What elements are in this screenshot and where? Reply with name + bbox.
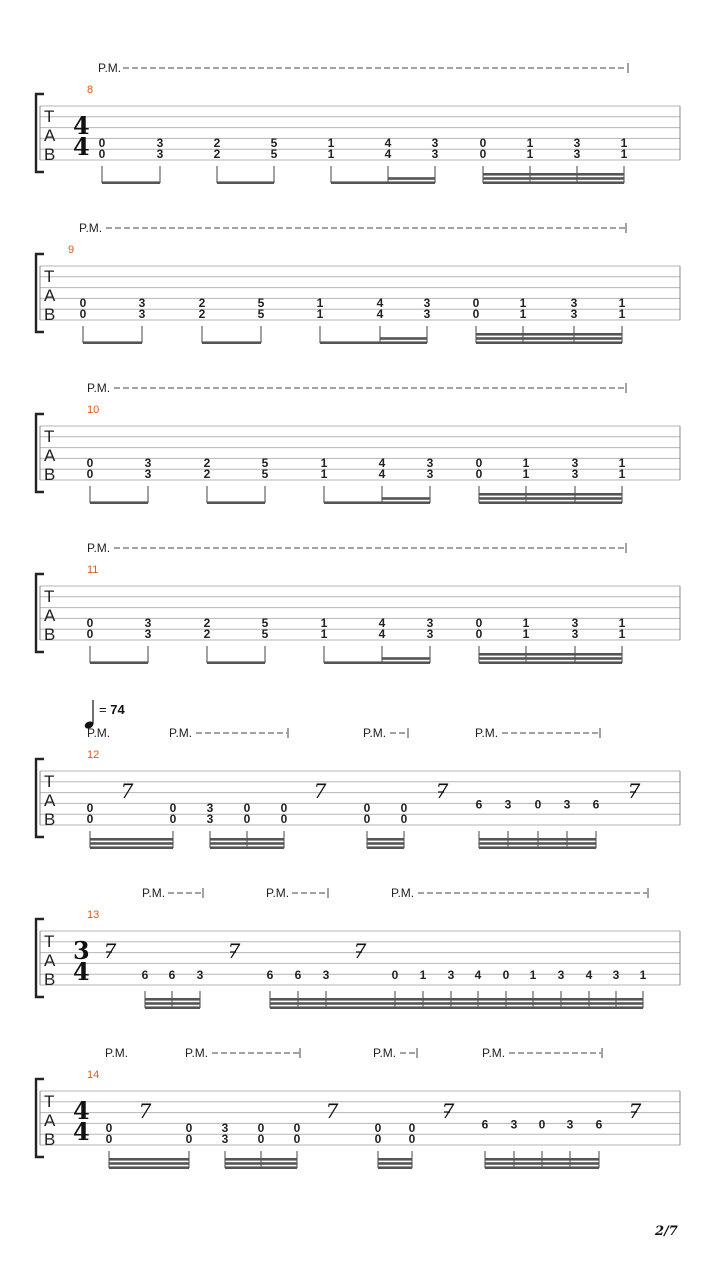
fret-number: 6: [168, 968, 176, 983]
fret-number: 3: [426, 627, 434, 641]
fret-number: 1: [519, 296, 527, 311]
fret-number: 2: [203, 627, 211, 641]
note-beam: [90, 846, 173, 849]
note-beam: [210, 842, 284, 845]
fret-number: 3: [510, 1117, 518, 1132]
fret-number: 4: [378, 627, 386, 641]
fret-number: 3: [206, 812, 214, 826]
fret-number: 4: [378, 467, 386, 481]
fret-number: 2: [203, 456, 211, 471]
fret-number: 0: [185, 1132, 193, 1146]
sixteenth-rest-icon: 7: [441, 1099, 455, 1123]
tab-clef-letter: A: [44, 1111, 56, 1130]
tab-clef-letter: T: [44, 932, 55, 951]
note-beam: [476, 341, 622, 344]
note-beam: [479, 497, 622, 500]
note-beam: [225, 1162, 297, 1165]
fret-number: 2: [213, 136, 221, 151]
fret-number: 0: [475, 467, 483, 481]
fret-number: 1: [316, 307, 324, 321]
palm-mute-label: P.M.: [105, 1046, 129, 1060]
note-beam: [90, 501, 148, 504]
fret-number: 1: [320, 627, 328, 641]
time-signature-bottom: 4: [73, 1117, 90, 1146]
fret-number: 0: [363, 812, 371, 826]
fret-number: 3: [571, 467, 579, 481]
fret-number: 3: [206, 801, 214, 816]
fret-number: 4: [376, 307, 384, 321]
note-beam: [109, 1166, 189, 1169]
sixteenth-rest-icon: 7: [103, 939, 117, 963]
fret-number: 0: [280, 801, 288, 816]
fret-number: 3: [431, 136, 439, 151]
fret-number: 3: [570, 296, 578, 311]
note-beam: [225, 1166, 297, 1169]
fret-number: 0: [169, 801, 177, 816]
fret-number: 1: [320, 616, 328, 631]
note-beam: [109, 1158, 189, 1161]
note-beam: [378, 1162, 412, 1165]
fret-number: 6: [266, 968, 274, 983]
fret-number: 2: [198, 296, 206, 311]
fret-number: 1: [316, 296, 324, 311]
fret-number: 3: [570, 307, 578, 321]
tab-clef-letter: A: [44, 286, 56, 305]
fret-number: 0: [408, 1121, 416, 1136]
sixteenth-rest-icon: 7: [227, 939, 241, 963]
note-beam: [145, 1002, 200, 1005]
fret-number: 0: [293, 1121, 301, 1136]
tab-system: [36, 381, 680, 504]
fret-number: 3: [221, 1121, 229, 1136]
note-beam: [145, 1006, 200, 1009]
fret-number: 3: [426, 456, 434, 471]
note-beam: [380, 341, 427, 344]
tab-clef-letter: T: [44, 267, 55, 286]
fret-number: 1: [522, 467, 530, 481]
palm-mute-label: P.M.: [87, 541, 111, 555]
fret-number: 3: [423, 307, 431, 321]
fret-number: 3: [571, 627, 579, 641]
fret-number: 6: [475, 797, 483, 812]
note-beam: [382, 661, 430, 664]
note-beam: [320, 341, 380, 344]
fret-number: 1: [522, 456, 530, 471]
note-beam: [479, 493, 622, 496]
fret-number: 0: [475, 616, 483, 631]
note-beam: [388, 177, 435, 180]
fret-number: 4: [384, 136, 392, 151]
palm-mute-label: P.M.: [391, 886, 415, 900]
eighth-rest-icon: 7: [325, 1099, 339, 1123]
fret-number: 5: [257, 296, 265, 311]
fret-number: 1: [526, 136, 534, 151]
time-signature-top: 4: [73, 1096, 90, 1125]
fret-number: 5: [270, 136, 278, 151]
fret-number: 3: [426, 616, 434, 631]
fret-number: 1: [327, 136, 335, 151]
fret-number: 0: [475, 456, 483, 471]
fret-number: 0: [86, 812, 94, 826]
palm-mute-label: P.M.: [373, 1046, 397, 1060]
fret-number: 0: [400, 801, 408, 816]
fret-number: 1: [419, 968, 427, 983]
note-beam: [382, 501, 430, 504]
fret-number: 0: [293, 1132, 301, 1146]
note-beam: [324, 661, 382, 664]
note-beam: [483, 181, 624, 184]
fret-number: 1: [618, 467, 626, 481]
fret-number: 0: [472, 307, 480, 321]
tab-clef-letter: B: [44, 305, 56, 324]
bar-number: 10: [87, 404, 100, 416]
note-beam: [382, 657, 430, 660]
note-beam: [479, 653, 622, 656]
tab-clef-letter: B: [44, 1130, 56, 1149]
fret-number: 1: [526, 147, 534, 161]
fret-number: 3: [573, 136, 581, 151]
palm-mute-label: P.M.: [79, 221, 103, 235]
bar-number: 13: [87, 909, 100, 921]
fret-number: 4: [378, 456, 386, 471]
fret-number: 6: [481, 1117, 489, 1132]
fret-number: 0: [86, 616, 94, 631]
fret-number: 3: [504, 797, 512, 812]
sixteenth-rest-icon: 7: [435, 779, 449, 803]
fret-number: 1: [618, 616, 626, 631]
tab-system: [36, 886, 680, 1009]
tab-clef-letter: T: [44, 1092, 55, 1111]
fret-number: 1: [327, 147, 335, 161]
fret-number: 0: [374, 1121, 382, 1136]
tab-system: [36, 541, 680, 664]
fret-number: 6: [294, 968, 302, 983]
note-beam: [207, 661, 265, 664]
fret-number: 4: [474, 968, 482, 983]
note-beam: [479, 657, 622, 660]
fret-number: 5: [261, 467, 269, 481]
fret-number: 4: [384, 147, 392, 161]
fret-number: 1: [320, 467, 328, 481]
time-signature-top: 3: [73, 936, 90, 965]
fret-number: 3: [144, 616, 152, 631]
eighth-rest-icon: 7: [120, 779, 134, 803]
fret-number: 4: [378, 616, 386, 631]
fret-number: 0: [105, 1121, 113, 1136]
fret-number: 0: [257, 1132, 265, 1146]
page-number: 2/7: [655, 1224, 678, 1239]
fret-number: 0: [243, 812, 251, 826]
note-beam: [479, 842, 596, 845]
tab-clef-letter: T: [44, 427, 55, 446]
fret-number: 1: [620, 136, 628, 151]
fret-number: 0: [475, 627, 483, 641]
fret-number: 5: [261, 456, 269, 471]
time-signature-bottom: 4: [73, 132, 90, 161]
fret-number: 2: [203, 616, 211, 631]
fret-number: 0: [86, 467, 94, 481]
palm-mute-label: P.M.: [87, 726, 111, 740]
fret-number: 3: [138, 296, 146, 311]
note-beam: [210, 846, 284, 849]
fret-number: 1: [522, 616, 530, 631]
fret-number: 3: [156, 147, 164, 161]
sixteenth-rest-icon: 7: [627, 779, 641, 803]
time-signature-bottom: 4: [73, 957, 90, 986]
fret-number: 1: [620, 147, 628, 161]
fret-number: 3: [196, 968, 204, 983]
note-beam: [451, 998, 643, 1001]
note-beam: [479, 501, 622, 504]
fret-number: 3: [447, 968, 455, 983]
fret-number: 1: [639, 968, 647, 983]
note-beam: [331, 181, 388, 184]
note-beam: [485, 1162, 599, 1165]
fret-number: 3: [144, 456, 152, 471]
fret-number: 0: [79, 307, 87, 321]
palm-mute-label: P.M.: [185, 1046, 209, 1060]
palm-mute-label: P.M.: [475, 726, 499, 740]
note-beam: [90, 838, 173, 841]
tab-clef-letter: B: [44, 465, 56, 484]
fret-number: 0: [479, 147, 487, 161]
palm-mute-label: P.M.: [98, 61, 122, 75]
note-beam: [145, 998, 200, 1001]
fret-number: 0: [243, 801, 251, 816]
fret-number: 3: [156, 136, 164, 151]
note-beam: [102, 181, 160, 184]
tab-clef-letter: T: [44, 587, 55, 606]
fret-number: 0: [98, 147, 106, 161]
tab-clef-letter: B: [44, 970, 56, 989]
note-beam: [270, 998, 451, 1001]
tab-clef-letter: T: [44, 107, 55, 126]
note-beam: [207, 501, 265, 504]
fret-number: 0: [502, 968, 510, 983]
note-beam: [485, 1158, 599, 1161]
fret-number: 5: [257, 307, 265, 321]
palm-mute-label: P.M.: [482, 1046, 506, 1060]
tab-clef-letter: B: [44, 810, 56, 829]
note-beam: [210, 838, 284, 841]
fret-number: 0: [408, 1132, 416, 1146]
palm-mute-label: P.M.: [169, 726, 193, 740]
tab-system: [36, 700, 680, 849]
fret-number: 6: [595, 1117, 603, 1132]
note-beam: [476, 333, 622, 336]
palm-mute-label: P.M.: [363, 726, 387, 740]
fret-number: 0: [280, 812, 288, 826]
tab-clef-letter: B: [44, 145, 56, 164]
fret-number: 5: [261, 627, 269, 641]
note-beam: [479, 661, 622, 664]
fret-number: 6: [141, 968, 149, 983]
fret-number: 1: [519, 307, 527, 321]
bar-number: 11: [87, 564, 99, 576]
note-beam: [483, 177, 624, 180]
note-beam: [217, 181, 274, 184]
palm-mute-label: P.M.: [142, 886, 166, 900]
note-beam: [367, 838, 404, 841]
tempo-value: = 74: [99, 702, 125, 717]
fret-number: 1: [522, 627, 530, 641]
fret-number: 3: [426, 467, 434, 481]
note-beam: [485, 1166, 599, 1169]
note-beam: [270, 1002, 451, 1005]
note-beam: [479, 846, 596, 849]
fret-number: 0: [169, 812, 177, 826]
fret-number: 0: [86, 627, 94, 641]
note-beam: [90, 842, 173, 845]
fret-number: 1: [529, 968, 537, 983]
note-beam: [367, 846, 404, 849]
tab-system: [36, 1046, 680, 1169]
fret-number: 3: [423, 296, 431, 311]
fret-number: 3: [144, 627, 152, 641]
fret-number: 3: [571, 616, 579, 631]
tab-clef-letter: A: [44, 446, 56, 465]
note-beam: [202, 341, 261, 344]
systems: [36, 61, 680, 1169]
palm-mute-label: P.M.: [266, 886, 290, 900]
fret-number: 0: [86, 801, 94, 816]
note-beam: [324, 501, 382, 504]
fret-number: 3: [144, 467, 152, 481]
fret-number: 0: [391, 968, 399, 983]
fret-number: 3: [573, 147, 581, 161]
fret-number: 0: [479, 136, 487, 151]
fret-number: 3: [322, 968, 330, 983]
note-beam: [476, 337, 622, 340]
note-beam: [451, 1006, 643, 1009]
note-beam: [270, 1006, 451, 1009]
note-beam: [90, 661, 148, 664]
note-beam: [225, 1158, 297, 1161]
fret-number: 0: [86, 456, 94, 471]
fret-number: 5: [261, 616, 269, 631]
fret-number: 0: [534, 797, 542, 812]
note-beam: [83, 341, 142, 344]
fret-number: 0: [472, 296, 480, 311]
sixteenth-rest-icon: 7: [628, 1099, 642, 1123]
fret-number: 0: [363, 801, 371, 816]
fret-number: 0: [185, 1121, 193, 1136]
fret-number: 3: [557, 968, 565, 983]
fret-number: 1: [618, 296, 626, 311]
fret-number: 0: [105, 1132, 113, 1146]
fret-number: 3: [566, 1117, 574, 1132]
note-beam: [382, 497, 430, 500]
fret-number: 6: [592, 797, 600, 812]
note-beam: [109, 1162, 189, 1165]
fret-number: 0: [400, 812, 408, 826]
bar-number: 14: [87, 1069, 100, 1081]
time-signature-top: 4: [73, 111, 90, 140]
note-beam: [378, 1166, 412, 1169]
tab-clef-letter: A: [44, 126, 56, 145]
tab-clef-letter: B: [44, 625, 56, 644]
fret-number: 3: [431, 147, 439, 161]
fret-number: 1: [320, 456, 328, 471]
fret-number: 4: [585, 968, 593, 983]
palm-mute-label: P.M.: [87, 381, 111, 395]
tab-clef-letter: T: [44, 772, 55, 791]
note-beam: [479, 838, 596, 841]
fret-number: 0: [374, 1132, 382, 1146]
note-beam: [380, 337, 427, 340]
note-beam: [483, 173, 624, 176]
bar-number: 9: [68, 244, 75, 256]
note-beam: [367, 842, 404, 845]
fret-number: 3: [571, 456, 579, 471]
fret-number: 1: [618, 456, 626, 471]
tab-clef-letter: A: [44, 951, 56, 970]
fret-number: 0: [257, 1121, 265, 1136]
fret-number: 2: [203, 467, 211, 481]
fret-number: 0: [538, 1117, 546, 1132]
note-beam: [388, 181, 435, 184]
bar-number: 8: [87, 84, 94, 96]
fret-number: 2: [213, 147, 221, 161]
bar-number: 12: [87, 749, 100, 761]
fret-number: 5: [270, 147, 278, 161]
eighth-rest-icon: 7: [313, 779, 327, 803]
fret-number: 3: [138, 307, 146, 321]
fret-number: 3: [221, 1132, 229, 1146]
fret-number: 3: [563, 797, 571, 812]
note-beam: [451, 1002, 643, 1005]
eighth-rest-icon: 7: [138, 1099, 152, 1123]
tab-system: [36, 221, 680, 344]
fret-number: 0: [79, 296, 87, 311]
fret-number: 2: [198, 307, 206, 321]
tab-clef-letter: A: [44, 791, 56, 810]
tab-system: [36, 61, 680, 184]
fret-number: 3: [612, 968, 620, 983]
fret-number: 0: [98, 136, 106, 151]
tab-clef-letter: A: [44, 606, 56, 625]
sixteenth-rest-icon: 7: [353, 939, 367, 963]
fret-number: 4: [376, 296, 384, 311]
fret-number: 1: [618, 627, 626, 641]
note-beam: [378, 1158, 412, 1161]
fret-number: 1: [618, 307, 626, 321]
